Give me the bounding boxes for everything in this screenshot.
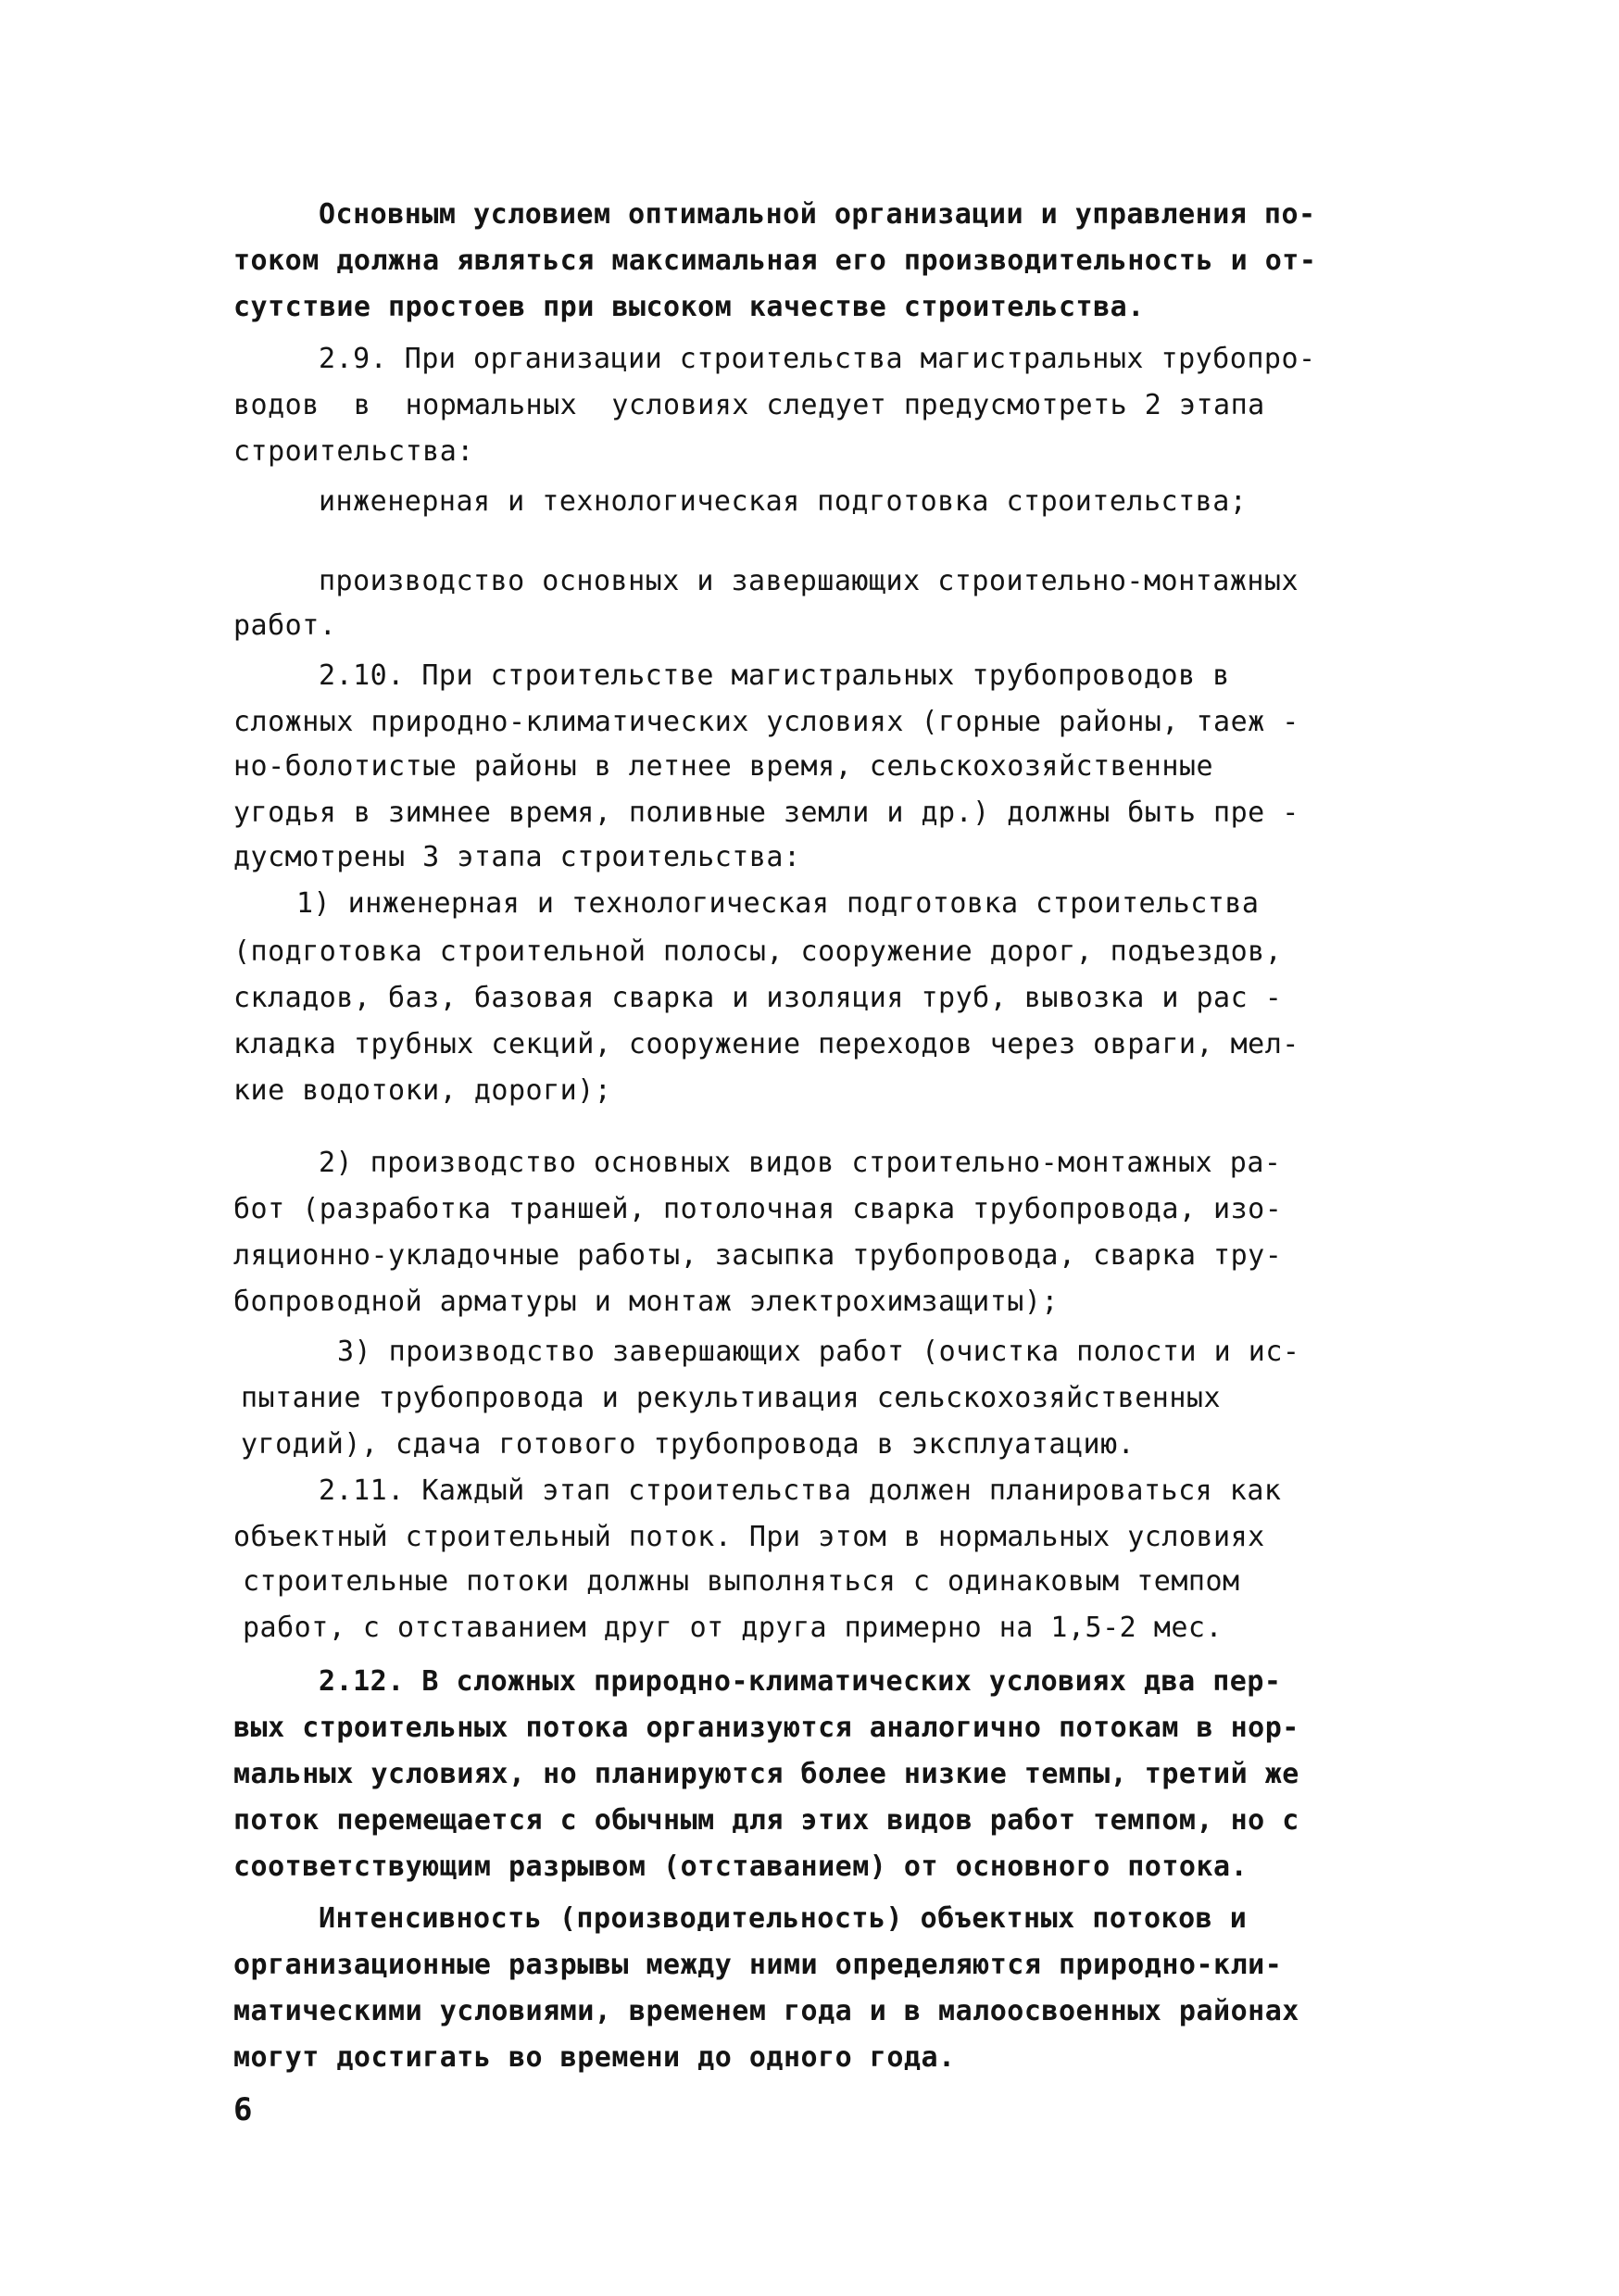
text-line: бопроводной арматуры и монтаж электрохимзащиты);: [233, 1286, 1059, 1318]
text-line: сложных природно-климатических условиях (горные районы, таеж -: [233, 706, 1299, 738]
text-line: кие водотоки, дороги);: [233, 1074, 612, 1107]
text-line: 1) инженерная и технологическая подготовка строительства: [296, 887, 1260, 920]
text-line: пытание трубопровода и рекультивация сельскохозяйственных: [241, 1382, 1222, 1414]
text-line: 3) производство завершающих работ (очистка полости и ис-: [337, 1336, 1300, 1368]
text-line: объектный строительный поток. При этом в нормальных условиях: [233, 1521, 1265, 1553]
text-line: (подготовка строительной полосы, сооружение дорог, подъездов,: [233, 935, 1283, 968]
text-line: вых строительных потока организуются аналогично потокам в нор-: [233, 1712, 1299, 1744]
text-line: Интенсивность (производительность) объектных потоков и: [319, 1902, 1248, 1935]
text-line: строительные потоки должны выполняться с одинаковым темпом: [243, 1565, 1240, 1598]
text-line: но-болотистые районы в летнее время, сельскохозяйственные: [233, 750, 1214, 783]
text-line: 2.10. При строительстве магистральных трубопроводов в: [319, 659, 1230, 692]
text-line: 2.12. В сложных природно-климатических условиях два пер-: [319, 1665, 1282, 1698]
text-line: бот (разработка траншей, потолочная сварка трубопровода, изо-: [233, 1193, 1283, 1225]
text-line: током должна являться максимальная его производительность и от-: [233, 245, 1317, 277]
text-line: мальных условиях, но планируются более низкие темпы, третий же: [233, 1758, 1299, 1790]
text-line: 2.11. Каждый этап строительства должен планироваться как: [319, 1474, 1282, 1507]
text-line: водов в нормальных условиях следует предусмотреть 2 этапа: [233, 389, 1265, 421]
text-line: соответствующим разрывом (отставанием) от основного потока.: [233, 1851, 1249, 1883]
text-line: организационные разрывы между ними определяются природно-кли-: [233, 1949, 1283, 1981]
text-line: Основным условием оптимальной организации и управления по-: [319, 198, 1316, 231]
text-line: складов, баз, базовая сварка и изоляция труб, вывозка и рас -: [233, 982, 1283, 1014]
text-line: угодья в зимнее время, поливные земли и др.) должны быть пре -: [233, 797, 1299, 829]
text-line: 2) производство основных видов строительно-монтажных ра-: [319, 1147, 1282, 1179]
text-line: сутствие простоев при высоком качестве строительства.: [233, 291, 1145, 323]
text-line: работ.: [233, 609, 337, 642]
text-line: матическими условиями, временем года и в малоосвоенных районах: [233, 1995, 1299, 2027]
text-line: производство основных и завершающих строительно-монтажных: [319, 565, 1299, 597]
text-line: строительства:: [233, 435, 474, 468]
text-line: могут достигать во времени до одного года.: [233, 2041, 956, 2074]
text-line: работ, с отставанием друг от друга примерно на 1,5-2 мес.: [243, 1612, 1224, 1644]
text-line: дусмотрены 3 этапа строительства:: [233, 841, 801, 873]
page-number: 6: [233, 2091, 253, 2128]
text-line: угодий), сдача готового трубопровода в эксплуатацию.: [241, 1428, 1136, 1461]
text-line: инженерная и технологическая подготовка строительства;: [319, 485, 1248, 518]
text-line: поток перемещается с обычным для этих видов работ темпом, но с: [233, 1804, 1299, 1837]
text-line: 2.9. При организации строительства магистральных трубопро-: [319, 343, 1316, 375]
text-line: ляционно-укладочные работы, засыпка трубопровода, сварка тру-: [233, 1239, 1283, 1272]
text-line: кладка трубных секций, сооружение переходов через овраги, мел-: [233, 1028, 1299, 1060]
